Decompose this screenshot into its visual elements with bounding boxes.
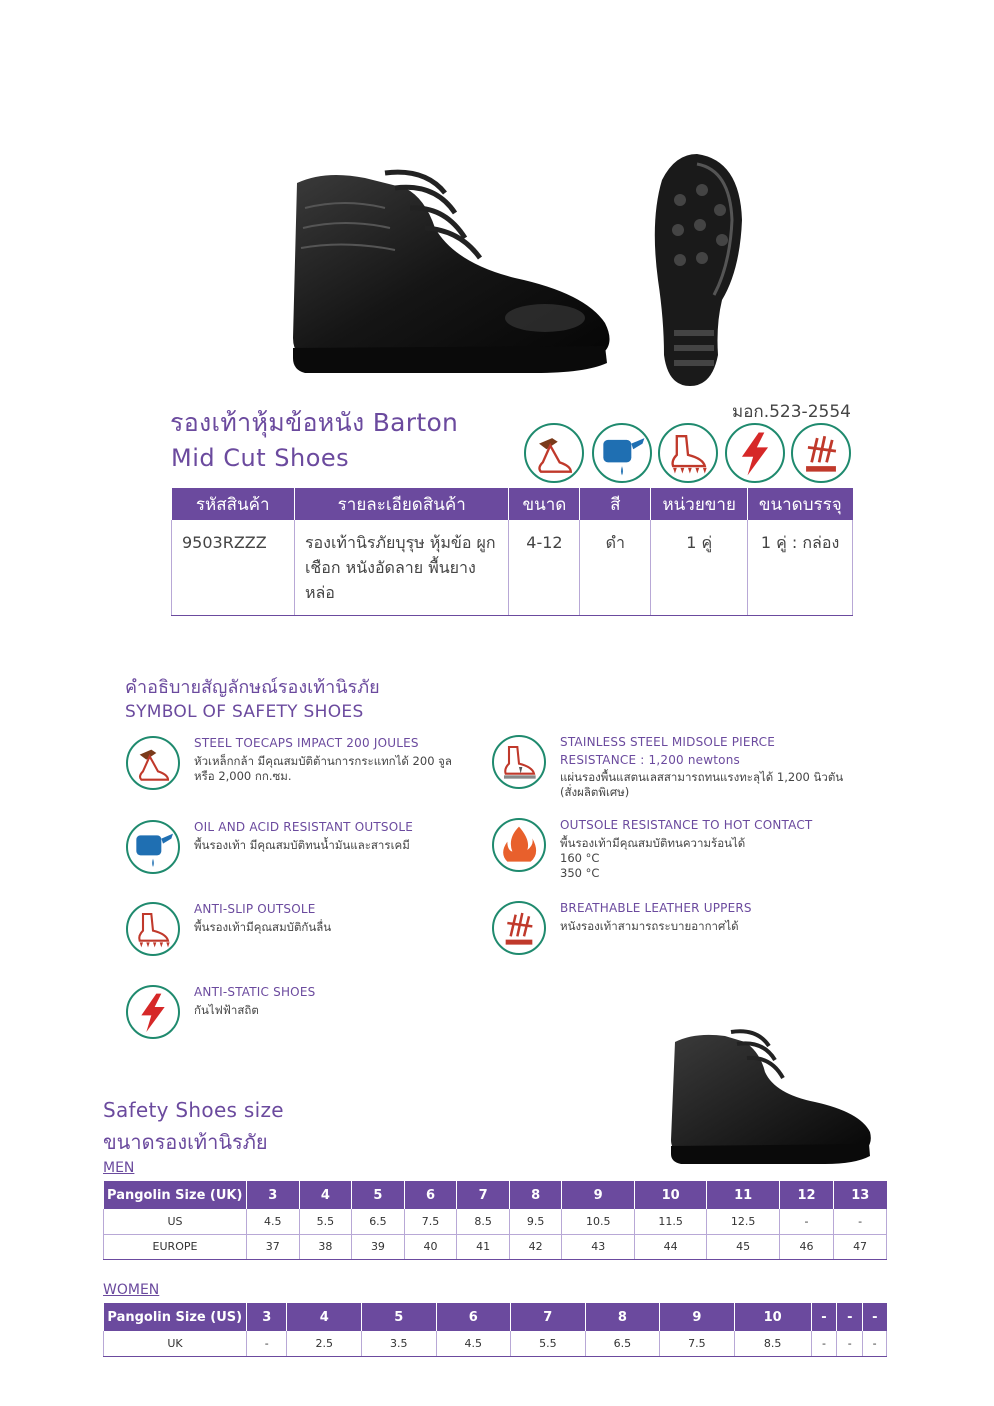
oil-acid-resistant-icon (126, 820, 180, 874)
header-size: ขนาด (509, 488, 580, 520)
men-header-cell: 5 (352, 1181, 405, 1209)
legend-en: STEEL TOECAPS IMPACT 200 JOULES (194, 736, 419, 750)
women-size-table (103, 1303, 887, 1357)
men-cell: 4.5 (247, 1209, 300, 1234)
header-code: รหัสสินค้า (172, 488, 295, 520)
size-title-english: Safety Shoes size (103, 1098, 284, 1122)
legend-line: หนังรองเท้าสามารถระบายอากาศได้ (560, 919, 739, 933)
product-title-english: Mid Cut Shoes (171, 444, 350, 472)
legend-line: หัวเหล็กกล้า มีคุณสมบัติต้านการกระแทกได้ 200 จูล (194, 754, 452, 768)
women-header-cell: 5 (362, 1303, 437, 1331)
men-cell: EUROPE (104, 1234, 247, 1259)
men-header-cell: 11 (707, 1181, 779, 1209)
men-cell: 11.5 (634, 1209, 706, 1234)
boot-main-image (285, 158, 615, 388)
men-cell: 37 (247, 1234, 300, 1259)
size-title-thai: ขนาดรองเท้านิรภัย (103, 1130, 268, 1154)
men-cell: 47 (834, 1234, 887, 1259)
women-cell: 2.5 (287, 1331, 362, 1356)
men-cell: 10.5 (562, 1209, 634, 1234)
legend-line: (สั่งผลิตพิเศษ) (560, 785, 630, 799)
table-row (104, 1209, 887, 1234)
product-size: 4-12 (509, 520, 580, 616)
legend-line: พื้นรองเท้า มีคุณสมบัติทนน้ำมันและสารเคมี (194, 838, 410, 852)
men-cell: 42 (509, 1234, 562, 1259)
women-header-cell: 8 (585, 1303, 660, 1331)
heat-resistant-icon (492, 818, 546, 872)
men-cell: 46 (779, 1234, 833, 1259)
legend-en: OUTSOLE RESISTANCE TO HOT CONTACT (560, 818, 813, 832)
boot-small-image (665, 1022, 875, 1172)
women-header-cell: Pangolin Size (US) (104, 1303, 247, 1331)
women-header-cell: 6 (436, 1303, 511, 1331)
men-header-cell: 7 (457, 1181, 510, 1209)
legend-line: พื้นรองเท้ามีคุณสมบัติทนความร้อนได้ (560, 836, 746, 850)
legend-en: ANTI-STATIC SHOES (194, 985, 316, 999)
header-packing: ขนาดบรรจุ (748, 488, 853, 520)
men-cell: - (779, 1209, 833, 1234)
men-cell: 9.5 (509, 1209, 562, 1234)
men-header-cell: 9 (562, 1181, 634, 1209)
women-header-cell: - (863, 1303, 887, 1331)
men-label: MEN (103, 1160, 135, 1176)
men-header-cell: 8 (509, 1181, 562, 1209)
table-row (104, 1331, 887, 1356)
product-title-thai: รองเท้าหุ้มข้อหนัง Barton (170, 408, 459, 437)
women-cell: 3.5 (362, 1331, 437, 1356)
anti-static-icon (126, 985, 180, 1039)
men-cell: 43 (562, 1234, 634, 1259)
anti-slip-icon (126, 902, 180, 956)
women-cell: - (837, 1331, 863, 1356)
product-packing: 1 คู่ : กล่อง (748, 520, 853, 616)
legend-line: กันไฟฟ้าสถิต (194, 1003, 259, 1017)
legend-line: 160 °C (560, 851, 600, 865)
legend-title-thai: คำอธิบายสัญลักษณ์รองเท้านิรภัย (125, 677, 380, 698)
women-label: WOMEN (103, 1282, 160, 1298)
men-cell: - (834, 1209, 887, 1234)
women-cell: 6.5 (585, 1331, 660, 1356)
legend-line: 350 °C (560, 866, 600, 880)
men-header-cell: 13 (834, 1181, 887, 1209)
breathable-leather-icon (492, 901, 546, 955)
legend-line: RESISTANCE : 1,200 newtons (560, 753, 740, 767)
men-cell: 12.5 (707, 1209, 779, 1234)
women-header-cell: 4 (287, 1303, 362, 1331)
product-color: ดำ (580, 520, 651, 616)
header-description: รายละเอียดสินค้า (294, 488, 509, 520)
anti-static-icon (725, 423, 785, 483)
legend-en: ANTI-SLIP OUTSOLE (194, 902, 316, 916)
women-cell: - (863, 1331, 887, 1356)
men-cell: 45 (707, 1234, 779, 1259)
legend-en: BREATHABLE LEATHER UPPERS (560, 901, 752, 915)
product-table (171, 488, 853, 616)
table-row (104, 1234, 887, 1259)
men-cell: 6.5 (352, 1209, 405, 1234)
men-header-cell: 6 (404, 1181, 457, 1209)
women-cell: 4.5 (436, 1331, 511, 1356)
product-description: รองเท้านิรภัยบุรุษ หุ้มข้อ ผูกเชือก หนังอัดลาย พื้นยางหล่อ (294, 520, 509, 616)
legend-en: OIL AND ACID RESISTANT OUTSOLE (194, 820, 414, 834)
steel-toecap-icon (126, 736, 180, 790)
men-cell: 40 (404, 1234, 457, 1259)
women-cell: - (811, 1331, 837, 1356)
anti-slip-icon (658, 423, 718, 483)
product-unit: 1 คู่ (651, 520, 748, 616)
men-cell: 7.5 (404, 1209, 457, 1234)
men-cell: 39 (352, 1234, 405, 1259)
women-header-cell: 9 (660, 1303, 735, 1331)
men-cell: 44 (634, 1234, 706, 1259)
women-cell: 5.5 (511, 1331, 586, 1356)
product-code: 9503RZZZ (172, 520, 295, 616)
men-header-cell: 12 (779, 1181, 833, 1209)
women-cell: UK (104, 1331, 247, 1356)
men-cell: US (104, 1209, 247, 1234)
breathable-leather-icon (791, 423, 851, 483)
oil-acid-resistant-icon (592, 423, 652, 483)
men-header-cell: Pangolin Size (UK) (104, 1181, 247, 1209)
men-cell: 5.5 (299, 1209, 352, 1234)
steel-midsole-icon (492, 735, 546, 789)
header-unit: หน่วยขาย (651, 488, 748, 520)
women-header-cell: 7 (511, 1303, 586, 1331)
men-cell: 41 (457, 1234, 510, 1259)
women-header-cell: 10 (734, 1303, 811, 1331)
women-header-cell: - (837, 1303, 863, 1331)
header-color: สี (580, 488, 651, 520)
legend-title-english: SYMBOL OF SAFETY SHOES (125, 702, 364, 722)
men-cell: 38 (299, 1234, 352, 1259)
men-header-cell: 4 (299, 1181, 352, 1209)
women-header-cell: 3 (247, 1303, 287, 1331)
women-cell: 7.5 (660, 1331, 735, 1356)
men-header-cell: 3 (247, 1181, 300, 1209)
legend-line: พื้นรองเท้ามีคุณสมบัติกันลื่น (194, 920, 332, 934)
legend-en: STAINLESS STEEL MIDSOLE PIERCE (560, 735, 776, 749)
legend-line: แผ่นรองพื้นแสตนเลสสามารถทนแรงทะลุได้ 1,200 นิวตัน (560, 770, 844, 784)
steel-toecap-icon (524, 423, 584, 483)
men-header-cell: 10 (634, 1181, 706, 1209)
men-size-table (103, 1181, 887, 1260)
table-row (172, 520, 853, 616)
legend-line: หรือ 2,000 กก.ซม. (194, 769, 292, 783)
women-cell: 8.5 (734, 1331, 811, 1356)
boot-sole-image (650, 150, 745, 390)
standard-number: มอก.523-2554 (732, 402, 851, 422)
women-header-cell: - (811, 1303, 837, 1331)
men-cell: 8.5 (457, 1209, 510, 1234)
women-cell: - (247, 1331, 287, 1356)
